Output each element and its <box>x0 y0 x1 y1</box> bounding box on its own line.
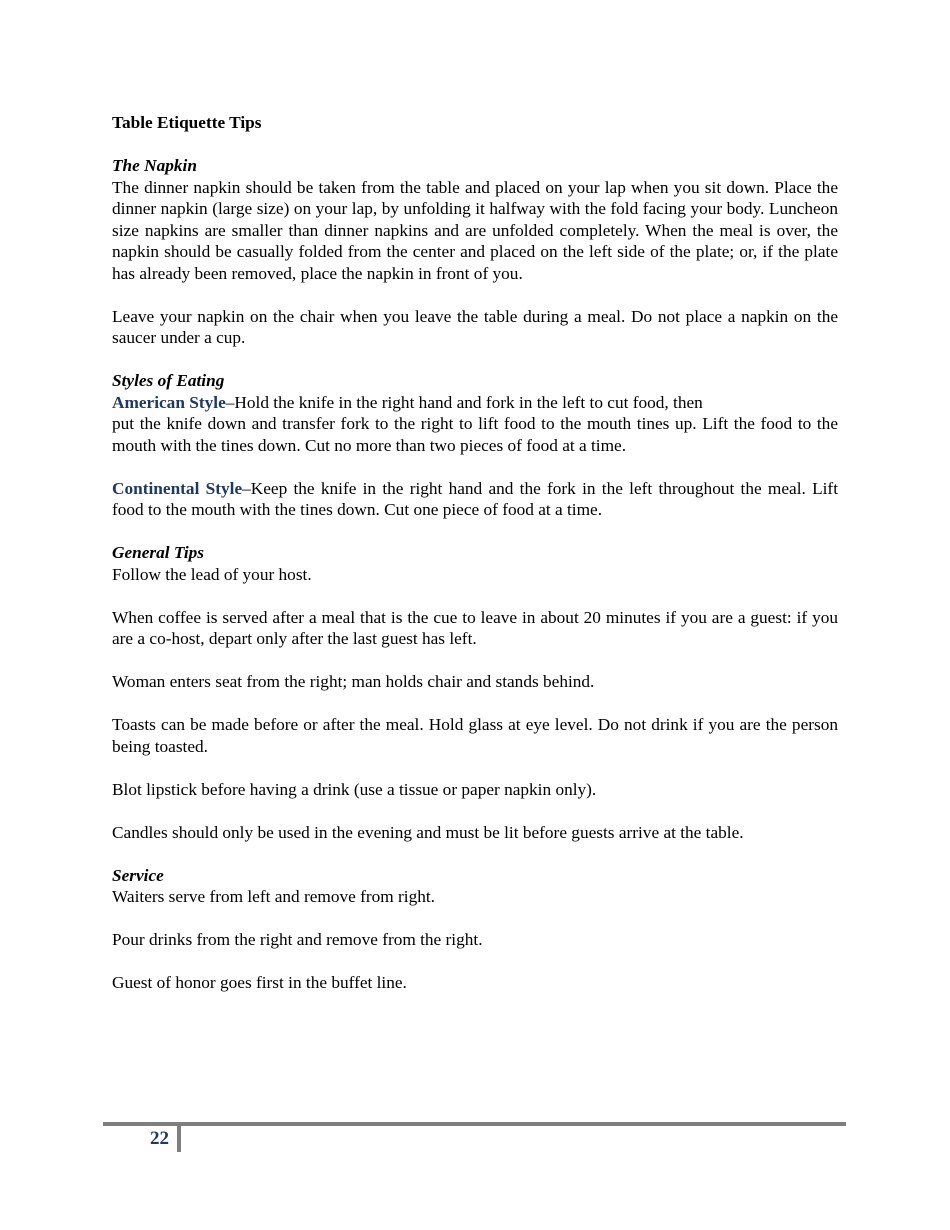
spacer <box>112 693 838 715</box>
napkin-paragraph-1: The dinner napkin should be taken from the table and placed on your lap when you sit down. Place the dinner napkin (large size) on your lap, by unfolding it halfway with the fold facing your body. Luncheon size napkins are smaller than dinner napkins and are unfolded completely. When the meal is over, the napkin should be casually folded from the center and placed on the left side of the plate; or, if the plate has already been removed, place the napkin in front of you. <box>112 177 838 283</box>
spacer <box>112 284 838 306</box>
general-tip-6: Candles should only be used in the evening and must be lit before guests arrive at the table. <box>112 822 744 842</box>
section-heading-service: Service <box>112 865 164 885</box>
general-tip-5: Blot lipstick before having a drink (use a tissue or paper napkin only). <box>112 779 597 799</box>
spacer <box>112 585 838 607</box>
page-body <box>112 112 838 994</box>
american-style-text-rest: put the knife down and transfer fork to the right to lift food to the mouth tines up. Lift the food to the mouth with the tines down. Cut no more than two pieces of food at a time. <box>112 414 838 455</box>
footer-rule <box>103 1122 846 1126</box>
spacer <box>112 908 838 930</box>
spacer <box>112 650 838 672</box>
american-style-label: American Style <box>112 392 226 412</box>
section-heading-general: General Tips <box>112 543 205 562</box>
spacer <box>112 521 838 543</box>
american-style-text-start: –Hold the knife in the right hand and fork in the left to cut food, then <box>225 392 703 412</box>
spacer <box>112 134 838 156</box>
page-number-divider <box>177 1126 181 1152</box>
american-style-first-line <box>112 392 838 414</box>
general-tip-2: When coffee is served after a meal that is the cue to leave in about 20 minutes if you are a guest: if you are a co-host, depart only after the last guest has left. <box>112 607 838 648</box>
napkin-paragraph-2: Leave your napkin on the chair when you leave the table during a meal. Do not place a napkin on the saucer under a cup. <box>112 306 838 347</box>
section-heading-styles: Styles of Eating <box>112 371 225 390</box>
spacer <box>112 757 838 779</box>
spacer <box>112 349 838 371</box>
general-tip-1: Follow the lead of your host. <box>112 564 312 584</box>
continental-style-text: –Keep the knife in the right hand and the fork in the left throughout the meal. Lift food to the mouth with the tines down. Cut one piece of food at a time. <box>112 478 838 519</box>
service-item-1: Waiters serve from left and remove from right. <box>112 887 435 906</box>
document-title: Table Etiquette Tips <box>112 113 262 132</box>
general-tip-4: Toasts can be made before or after the meal. Hold glass at eye level. Do not drink if you are the person being toasted. <box>112 715 838 756</box>
spacer <box>112 843 838 865</box>
page-number: 22 <box>150 1128 169 1149</box>
continental-style-paragraph <box>112 478 838 521</box>
spacer <box>112 951 838 973</box>
spacer <box>112 800 838 822</box>
service-item-3: Guest of honor goes first in the buffet line. <box>112 973 407 992</box>
continental-style-label: Continental Style <box>112 478 243 498</box>
section-heading-napkin: The Napkin <box>112 156 197 175</box>
service-item-2: Pour drinks from the right and remove from the right. <box>112 930 483 949</box>
general-tip-3: Woman enters seat from the right; man holds chair and stands behind. <box>112 672 595 691</box>
spacer <box>112 456 838 478</box>
